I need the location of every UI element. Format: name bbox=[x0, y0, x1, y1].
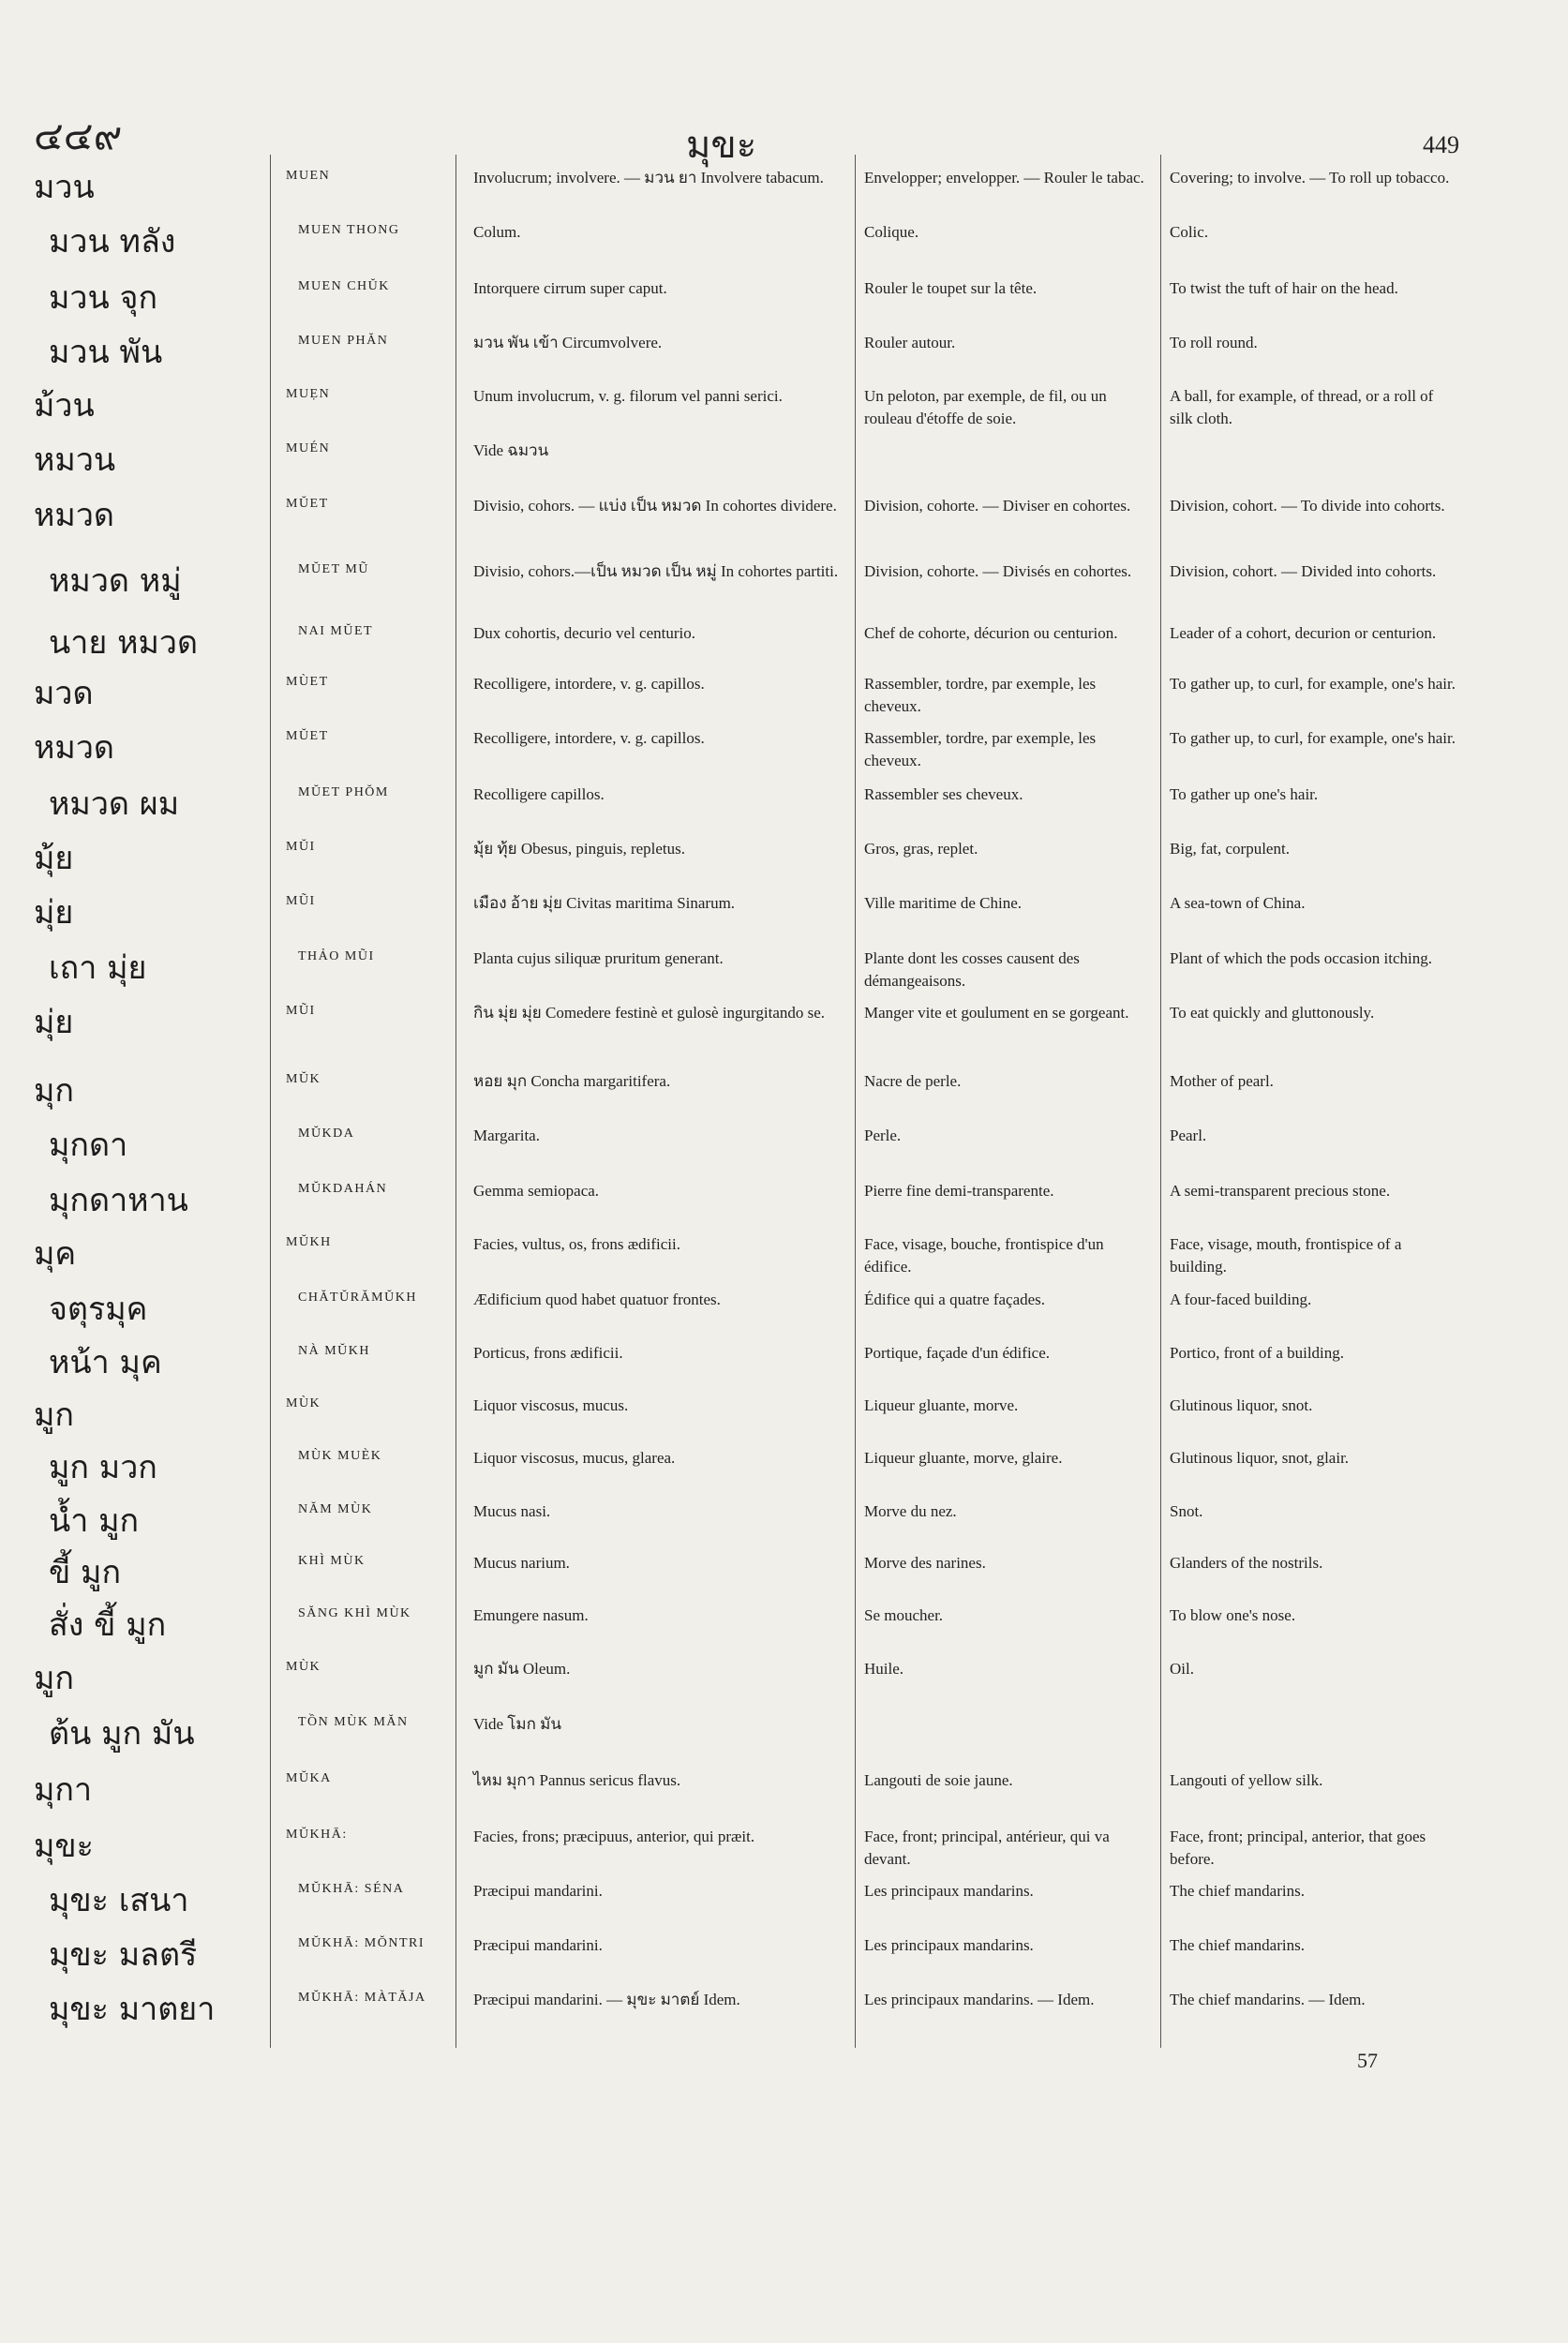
thai-headword: มวด bbox=[34, 675, 94, 712]
french-definition: Morve du nez. bbox=[864, 1502, 957, 1520]
english-definition: Face, front; principal, anterior, that goes before. bbox=[1170, 1828, 1426, 1868]
thai-headword: นาย หมวด bbox=[49, 624, 199, 662]
english-definition: Portico, front of a building. bbox=[1170, 1344, 1345, 1362]
english-definition: To gather up, to curl, for example, one's hair. bbox=[1170, 729, 1456, 747]
latin-definition: Liquor viscosus, mucus. bbox=[473, 1396, 629, 1414]
latin-definition: Facies, frons; præcipuus, anterior, qui præit. bbox=[473, 1828, 755, 1845]
thai-headword: มุกดา bbox=[49, 1127, 128, 1164]
romanization: MUÉN bbox=[286, 441, 331, 455]
english-definition: Colic. bbox=[1170, 223, 1209, 241]
french-definition: Se moucher. bbox=[864, 1606, 944, 1624]
french-definition: Rouler autour. bbox=[864, 334, 956, 351]
french-definition: Face, front; principal, antérieur, qui va devant. bbox=[864, 1828, 1110, 1868]
romanization: MŬKHĀ: bbox=[286, 1828, 348, 1842]
running-head: มุขะ bbox=[686, 124, 757, 167]
thai-headword: มุ่ย bbox=[34, 894, 74, 932]
latin-definition: มูก มัน Oleum. bbox=[473, 1660, 571, 1678]
english-definition: Langouti of yellow silk. bbox=[1170, 1771, 1323, 1789]
romanization: MŨI bbox=[286, 894, 316, 908]
romanization: MŨI bbox=[286, 1004, 316, 1018]
french-definition: Liqueur gluante, morve. bbox=[864, 1396, 1019, 1414]
french-definition: Ville maritime de Chine. bbox=[864, 894, 1022, 912]
english-definition: The chief mandarins. bbox=[1170, 1936, 1305, 1954]
english-definition: A ball, for example, of thread, or a roll of silk cloth. bbox=[1170, 387, 1434, 427]
latin-definition: Recolligere capillos. bbox=[473, 785, 605, 803]
romanization: MUEN CHŬK bbox=[298, 279, 390, 293]
french-definition: Plante dont les cosses causent des démangeaisons. bbox=[864, 949, 1080, 990]
english-definition: The chief mandarins. bbox=[1170, 1882, 1305, 1900]
latin-definition: มุ้ย ทุ้ย Obesus, pinguis, repletus. bbox=[473, 840, 686, 858]
english-definition: Leader of a cohort, decurion or centurion. bbox=[1170, 624, 1437, 642]
english-definition: Mother of pearl. bbox=[1170, 1072, 1274, 1090]
romanization: MŬET bbox=[286, 729, 329, 743]
thai-headword: หมวด ผม bbox=[49, 785, 180, 823]
french-definition: Envelopper; envelopper. — Rouler le tabac. bbox=[864, 169, 1144, 187]
english-definition: To eat quickly and gluttonously. bbox=[1170, 1004, 1375, 1022]
romanization: MUẸN bbox=[286, 387, 331, 401]
thai-headword: มวน จุก bbox=[49, 279, 158, 317]
romanization: MÙK bbox=[286, 1396, 321, 1410]
romanization: MŬET PHŎM bbox=[298, 785, 389, 799]
french-definition: Un peloton, par exemple, de fil, ou un rouleau d'étoffe de soie. bbox=[864, 387, 1107, 427]
french-definition: Division, cohorte. — Diviser en cohortes. bbox=[864, 497, 1131, 515]
thai-headword: หมวด หมู่ bbox=[49, 562, 182, 600]
latin-definition: Divisio, cohors. — แบ่ง เป็น หมวด In cohortes dividere. bbox=[473, 497, 837, 515]
english-definition: A four-faced building. bbox=[1170, 1291, 1312, 1308]
romanization: MŬET bbox=[286, 497, 329, 511]
english-definition: Division, cohort. — To divide into cohorts. bbox=[1170, 497, 1445, 515]
english-definition: Snot. bbox=[1170, 1502, 1203, 1520]
romanization: MŬI bbox=[286, 840, 316, 854]
thai-headword: ขี้ มูก bbox=[49, 1554, 122, 1591]
latin-definition: ไหม มุกา Pannus sericus flavus. bbox=[473, 1771, 681, 1789]
romanization: MŬK bbox=[286, 1072, 321, 1086]
french-definition: Gros, gras, replet. bbox=[864, 840, 978, 858]
romanization: MUEN THONG bbox=[298, 223, 400, 237]
romanization: MUEN bbox=[286, 169, 331, 183]
latin-definition: Planta cujus siliquæ pruritum generant. bbox=[473, 949, 724, 967]
thai-headword: มุกดาหาน bbox=[49, 1182, 188, 1219]
romanization: NĂM MÙK bbox=[298, 1502, 373, 1516]
latin-definition: เมือง อ้าย มุ่ย Civitas maritima Sinarum. bbox=[473, 894, 736, 912]
romanization: TỒN MÙK MĂN bbox=[298, 1715, 409, 1729]
thai-headword: มูก มวก bbox=[49, 1449, 157, 1486]
latin-definition: Porticus, frons ædificii. bbox=[473, 1344, 623, 1362]
english-definition: Oil. bbox=[1170, 1660, 1194, 1678]
romanization: SĂNG KHÌ MÙK bbox=[298, 1606, 411, 1620]
english-definition: A semi-transparent precious stone. bbox=[1170, 1182, 1391, 1200]
english-definition: To gather up one's hair. bbox=[1170, 785, 1319, 803]
english-definition: The chief mandarins. — Idem. bbox=[1170, 1991, 1366, 2008]
english-definition: To twist the tuft of hair on the head. bbox=[1170, 279, 1398, 297]
romanization: MŬKDA bbox=[298, 1127, 355, 1141]
french-definition: Manger vite et goulument en se gorgeant. bbox=[864, 1004, 1129, 1022]
english-definition: Covering; to involve. — To roll up tobacco. bbox=[1170, 169, 1450, 187]
latin-definition: Emungere nasum. bbox=[473, 1606, 589, 1624]
romanization: CHĂTŬRĂMŬKH bbox=[298, 1291, 417, 1305]
romanization: MÙET bbox=[286, 675, 329, 689]
thai-headword: มวน พัน bbox=[49, 334, 163, 371]
romanization: MŬET MŨ bbox=[298, 562, 369, 576]
latin-definition: Intorquere cirrum super caput. bbox=[473, 279, 667, 297]
thai-headword: มุขะ เสนา bbox=[49, 1882, 189, 1919]
thai-headword: มวน ทลัง bbox=[49, 223, 176, 261]
french-definition: Huile. bbox=[864, 1660, 904, 1678]
latin-definition: Mucus nasi. bbox=[473, 1502, 551, 1520]
latin-definition: Facies, vultus, os, frons ædificii. bbox=[473, 1235, 680, 1253]
french-definition: Rouler le toupet sur la tête. bbox=[864, 279, 1038, 297]
thai-headword: มุขะ มาตยา bbox=[49, 1991, 216, 2028]
latin-definition: Liquor viscosus, mucus, glarea. bbox=[473, 1449, 676, 1467]
latin-definition: Colum. bbox=[473, 223, 521, 241]
romanization: MUEN PHĂN bbox=[298, 334, 389, 348]
thai-headword: หมวน bbox=[34, 441, 116, 479]
english-definition: A sea-town of China. bbox=[1170, 894, 1306, 912]
thai-headword: มุ้ย bbox=[34, 840, 74, 877]
latin-definition: Vide โมก มัน bbox=[473, 1715, 561, 1733]
thai-headword: มุขะ bbox=[34, 1828, 94, 1865]
french-definition: Les principaux mandarins. — Idem. bbox=[864, 1991, 1095, 2008]
latin-definition: Ædificium quod habet quatuor frontes. bbox=[473, 1291, 721, 1308]
latin-definition: มวน พัน เข้า Circumvolvere. bbox=[473, 334, 663, 351]
english-definition: To blow one's nose. bbox=[1170, 1606, 1296, 1624]
french-definition: Pierre fine demi-transparente. bbox=[864, 1182, 1054, 1200]
french-definition: Chef de cohorte, décurion ou centurion. bbox=[864, 624, 1118, 642]
thai-headword: เถา มุ่ย bbox=[49, 949, 147, 987]
page-number-thai: ๔๔๙ bbox=[34, 112, 123, 158]
french-definition: Division, cohorte. — Divisés en cohortes. bbox=[864, 562, 1132, 580]
thai-headword: หมวด bbox=[34, 729, 114, 767]
latin-definition: กิน มุ่ย มุ่ย Comedere festinè et gulosè ingurgitando se. bbox=[473, 1004, 826, 1022]
french-definition: Morve des narines. bbox=[864, 1554, 986, 1572]
latin-definition: Præcipui mandarini. bbox=[473, 1882, 603, 1900]
column-rule bbox=[855, 155, 856, 2048]
french-definition: Nacre de perle. bbox=[864, 1072, 962, 1090]
french-definition: Colique. bbox=[864, 223, 919, 241]
romanization: MŬKH bbox=[286, 1235, 332, 1249]
french-definition: Portique, façade d'un édifice. bbox=[864, 1344, 1051, 1362]
romanization: NAI MŬET bbox=[298, 624, 374, 638]
french-definition: Les principaux mandarins. bbox=[864, 1936, 1034, 1954]
thai-headword: มุขะ มลตรี bbox=[49, 1936, 198, 1974]
french-definition: Rassembler ses cheveux. bbox=[864, 785, 1023, 803]
french-definition: Rassembler, tordre, par exemple, les cheveux. bbox=[864, 675, 1097, 715]
latin-definition: หอย มุก Concha margaritifera. bbox=[473, 1072, 671, 1090]
english-definition: To roll round. bbox=[1170, 334, 1258, 351]
english-definition: Glutinous liquor, snot, glair. bbox=[1170, 1449, 1350, 1467]
french-definition: Liqueur gluante, morve, glaire. bbox=[864, 1449, 1063, 1467]
english-definition: Pearl. bbox=[1170, 1127, 1207, 1144]
latin-definition: Gemma semiopaca. bbox=[473, 1182, 600, 1200]
column-rule bbox=[1160, 155, 1161, 2048]
romanization: KHÌ MÙK bbox=[298, 1554, 366, 1568]
latin-definition: Recolligere, intordere, v. g. capillos. bbox=[473, 729, 705, 747]
thai-headword: มุค bbox=[34, 1235, 77, 1273]
latin-definition: Recolligere, intordere, v. g. capillos. bbox=[473, 675, 705, 693]
thai-headword: สั่ง ขี้ มูก bbox=[49, 1606, 167, 1644]
thai-headword: หมวด bbox=[34, 497, 114, 534]
romanization: MŬKDAHÁN bbox=[298, 1182, 388, 1196]
romanization: MÙK bbox=[286, 1660, 321, 1674]
french-definition: Rassembler, tordre, par exemple, les cheveux. bbox=[864, 729, 1097, 769]
french-definition: Les principaux mandarins. bbox=[864, 1882, 1034, 1900]
english-definition: Division, cohort. — Divided into cohorts. bbox=[1170, 562, 1437, 580]
romanization: MŬKHĀ: SÉNA bbox=[298, 1882, 405, 1896]
latin-definition: Vide ฉมวน bbox=[473, 441, 549, 459]
romanization: MŬKA bbox=[286, 1771, 332, 1785]
french-definition: Face, visage, bouche, frontispice d'un édifice. bbox=[864, 1235, 1104, 1276]
thai-headword: ม้วน bbox=[34, 387, 95, 425]
french-definition: Perle. bbox=[864, 1127, 902, 1144]
thai-headword: หน้า มุค bbox=[49, 1344, 162, 1381]
romanization: MŬKHĀ: MŎNTRI bbox=[298, 1936, 425, 1950]
romanization: NÀ MŬKH bbox=[298, 1344, 370, 1358]
thai-headword: มุก bbox=[34, 1072, 74, 1110]
thai-headword: น้ำ มูก bbox=[49, 1502, 140, 1540]
thai-headword: มวน bbox=[34, 169, 95, 206]
thai-headword: มุ่ย bbox=[34, 1004, 74, 1041]
english-definition: Plant of which the pods occasion itching. bbox=[1170, 949, 1432, 967]
column-rule bbox=[270, 155, 271, 2048]
french-definition: Édifice qui a quatre façades. bbox=[864, 1291, 1046, 1308]
thai-headword: ต้น มูก มัน bbox=[49, 1715, 195, 1753]
thai-headword: มูก bbox=[34, 1396, 74, 1434]
english-definition: To gather up, to curl, for example, one's hair. bbox=[1170, 675, 1456, 693]
romanization: THẢO MŨI bbox=[298, 949, 375, 963]
latin-definition: Unum involucrum, v. g. filorum vel panni serici. bbox=[473, 387, 783, 405]
signature-mark: 57 bbox=[1357, 2049, 1378, 2072]
romanization: MŬKHĀ: MÀTĂJA bbox=[298, 1991, 426, 2005]
latin-definition: Divisio, cohors.—เป็น หมวด เป็น หมู่ In cohortes partiti. bbox=[473, 562, 839, 580]
english-definition: Glutinous liquor, snot. bbox=[1170, 1396, 1313, 1414]
latin-definition: Dux cohortis, decurio vel centurio. bbox=[473, 624, 695, 642]
english-definition: Big, fat, corpulent. bbox=[1170, 840, 1290, 858]
latin-definition: Mucus narium. bbox=[473, 1554, 570, 1572]
thai-headword: มุกา bbox=[34, 1771, 93, 1809]
latin-definition: Præcipui mandarini. — มุขะ มาตย์ Idem. bbox=[473, 1991, 740, 2008]
page-number: 449 bbox=[1423, 131, 1459, 158]
english-definition: Glanders of the nostrils. bbox=[1170, 1554, 1323, 1572]
english-definition: Face, visage, mouth, frontispice of a building. bbox=[1170, 1235, 1402, 1276]
latin-definition: Margarita. bbox=[473, 1127, 540, 1144]
thai-headword: จตุรมุค bbox=[49, 1291, 148, 1328]
latin-definition: Involucrum; involvere. — มวน ยา Involvere tabacum. bbox=[473, 169, 824, 187]
french-definition: Langouti de soie jaune. bbox=[864, 1771, 1013, 1789]
thai-headword: มูก bbox=[34, 1660, 74, 1697]
latin-definition: Præcipui mandarini. bbox=[473, 1936, 603, 1954]
column-rule bbox=[455, 155, 456, 2048]
romanization: MÙK MUÈK bbox=[298, 1449, 382, 1463]
